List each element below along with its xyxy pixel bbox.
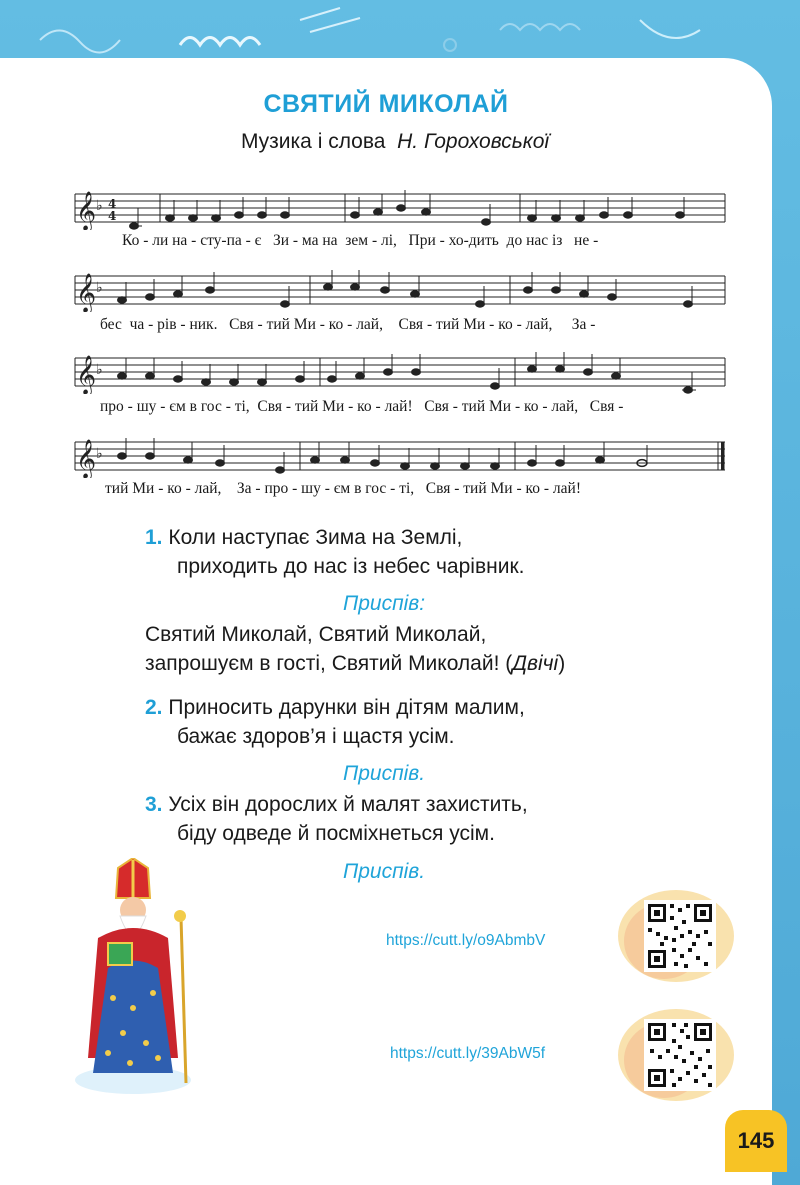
svg-text:♭: ♭	[96, 197, 103, 213]
verse-number: 3.	[145, 793, 163, 816]
verse-number: 2.	[145, 696, 163, 719]
verse-line: Приносить дарунки він дітям малим,	[168, 696, 525, 719]
verse-3	[145, 790, 528, 848]
svg-text:♭: ♭	[96, 445, 103, 461]
verse-2	[145, 693, 525, 751]
qr-code-1[interactable]	[614, 886, 734, 986]
chorus-label: Приспів.	[343, 762, 426, 785]
chorus-label: Приспів.	[343, 860, 426, 883]
score-lyrics-line-3: про - шу - єм в гос - ті, Свя - тий Ми - ко - лай! Свя - тий Ми - ко - лай, Свя -	[100, 398, 624, 415]
chorus-repeat-note: Двічі	[512, 652, 559, 675]
svg-text:4: 4	[108, 197, 117, 211]
svg-text:4: 4	[108, 209, 117, 223]
chorus-line-end: )	[558, 652, 566, 675]
music-doodle-decoration	[0, 0, 800, 60]
score-lyrics-line-1: Ко - ли на - сту-па - є Зи - ма на зем - лі, При - хо-дить до нас із не -	[122, 232, 599, 249]
song-credits	[0, 130, 790, 154]
svg-text:𝄞: 𝄞	[76, 191, 97, 230]
qr-code-2[interactable]	[614, 1005, 734, 1105]
chorus-label: Приспів:	[343, 592, 426, 615]
verse-line: Усіх він дорослих й малят захистить,	[168, 793, 528, 816]
svg-text:♭: ♭	[96, 361, 103, 377]
svg-text:𝄞: 𝄞	[76, 439, 97, 478]
verse-number: 1.	[145, 526, 163, 549]
credits-author: Н. Гороховської	[397, 130, 550, 153]
music-staff-4	[70, 436, 730, 478]
chorus-text	[145, 620, 565, 678]
music-staff-3	[70, 352, 730, 394]
svg-text:𝄞: 𝄞	[76, 273, 97, 312]
score-lyrics-line-2: бес ча - рів - ник. Свя - тий Ми - ко - лай, Свя - тий Ми - ко - лай, За -	[100, 316, 596, 333]
svg-text:♭: ♭	[96, 279, 103, 295]
song-title: СВЯТИЙ МИКОЛАЙ	[263, 90, 509, 118]
page-number: 145	[725, 1110, 787, 1172]
music-staff-2	[70, 270, 730, 312]
score-lyrics-line-4: тий Ми - ко - лай, За - про - шу - єм в гос - ті, Свя - тий Ми - ко - лай!	[105, 480, 581, 497]
svg-text:𝄞: 𝄞	[76, 355, 97, 394]
verse-line: Коли наступає Зима на Землі,	[168, 526, 463, 549]
verse-1	[145, 523, 524, 581]
verse-line: біду одведе й посміхнеться усім.	[177, 822, 495, 845]
qr-link-2[interactable]: https://cutt.ly/39AbW5f	[390, 1045, 546, 1062]
credits-prefix: Музика і слова	[240, 130, 386, 153]
chorus-line: Святий Миколай, Святий Миколай,	[145, 623, 487, 646]
saint-nicholas-illustration	[68, 858, 198, 1098]
music-staff-1	[70, 188, 730, 230]
verse-line: приходить до нас із небес чарівник.	[177, 555, 525, 578]
verse-line: бажає здоров’я і щастя усім.	[177, 725, 455, 748]
qr-link-1[interactable]: https://cutt.ly/o9AbmbV	[386, 932, 546, 949]
chorus-line: запрошуєм в гості, Святий Миколай! (	[145, 652, 513, 675]
